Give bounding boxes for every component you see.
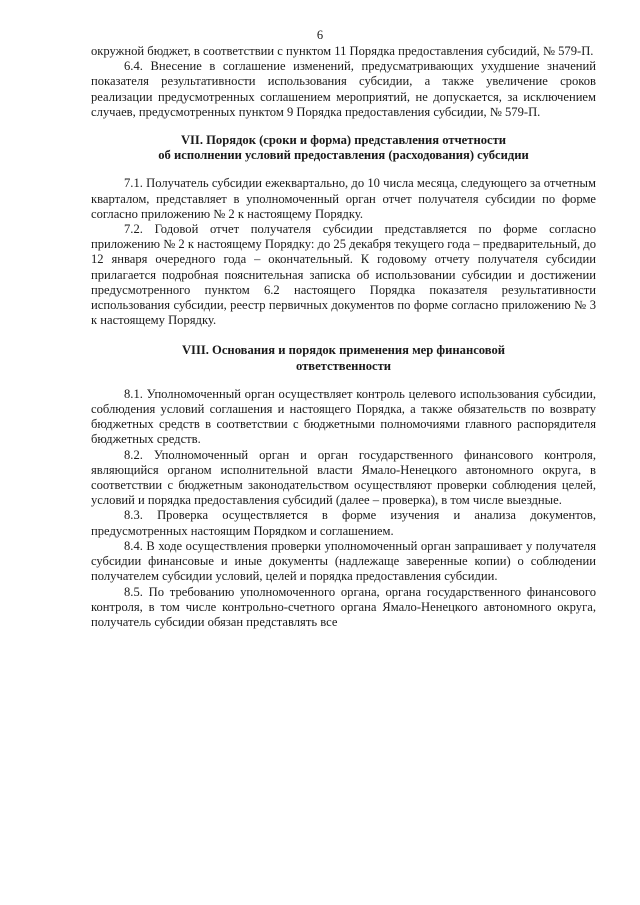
- continuation-paragraph: окружной бюджет, в соответствии с пунктом 11 Порядка предоставления субсидий, № 579-П.: [91, 44, 594, 58]
- paragraph-8-4: 8.4. В ходе осуществления проверки уполномоченный орган запрашивает у получателя субсидии финансовые и иные документы (надлежаще заверенные копии) о соблюдении получателем субсидии условий, целей и порядка предоставления субсидии.: [91, 538, 596, 584]
- paragraph-6-4: 6.4. Внесение в соглашение изменений, предусматривающих ухудшение значений показателя результативности использования субсидии, а также увеличение сроков реализации предусмотренных соглашением мероприятий, не допускается, за исключением случаев, предусмотренных пунктом 9 Порядка предоставления субсидии, № 579-П.: [91, 59, 596, 119]
- section-8-heading-line-1: VIII. Основания и порядок применения мер финансовой: [181, 343, 506, 358]
- paragraph-8-5: 8.5. По требованию уполномоченного органа, органа государственного финансового контроля, в том числе контрольно-счетного органа Ямало-Ненецкого автономного округа, получатель субсидии обязан представлять все: [91, 584, 596, 629]
- section-8-heading-line-2: ответственности: [295, 358, 392, 373]
- paragraph-8-2: 8.2. Уполномоченный орган и орган государственного финансового контроля, являющийся органом исполнительной власти Ямало-Ненецкого автономного округа, в соответствии с бюджетным законодательством осуществляют проверки соблюдения целей, условий и порядка предоставления субсидий (далее – проверка), в том числе выездные.: [91, 447, 596, 508]
- section-7-heading-line-1: VII. Порядок (сроки и форма) представления отчетности: [180, 133, 507, 148]
- paragraph-7-1: 7.1. Получатель субсидии ежеквартально, до 10 числа месяца, следующего за отчетным кварталом, представляет в уполномоченный орган отчет получателя субсидии по форме согласно приложению № 2 к настоящему Порядку.: [91, 176, 596, 221]
- document-body: [91, 44, 596, 630]
- section-7-heading-line-2: об исполнении условий предоставления (расходования) субсидии: [158, 148, 529, 163]
- section-7-heading: [91, 133, 596, 163]
- page-number: 6: [316, 28, 324, 42]
- paragraph-8-1: 8.1. Уполномоченный орган осуществляет контроль целевого использования субсидии, соблюдения условий соглашения и настоящего Порядка, а также обязательств по возврату бюджетных средств в соответствии с бюджетными полномочиями главного распорядителя бюджетных средств.: [91, 386, 596, 447]
- paragraph-8-3: 8.3. Проверка осуществляется в форме изучения и анализа документов, предусмотренных настоящим Порядком и соглашением.: [91, 508, 596, 538]
- section-8-heading: [91, 343, 596, 373]
- paragraph-7-2: 7.2. Годовой отчет получателя субсидии представляется по форме согласно приложению № 2 к настоящему Порядку: до 25 декабря текущего года – предварительный, до 12 января очередного года – окончательный. К годовому отчету получателя субсидии прилагается подробная пояснительная записка об использовании субсидии и достижении предусмотренного пунктом 6.2 настоящего Порядка показателя результативности использования субсидии, реестр первичных документов по форме согласно приложению № 3 к настоящему Порядку.: [91, 222, 596, 328]
